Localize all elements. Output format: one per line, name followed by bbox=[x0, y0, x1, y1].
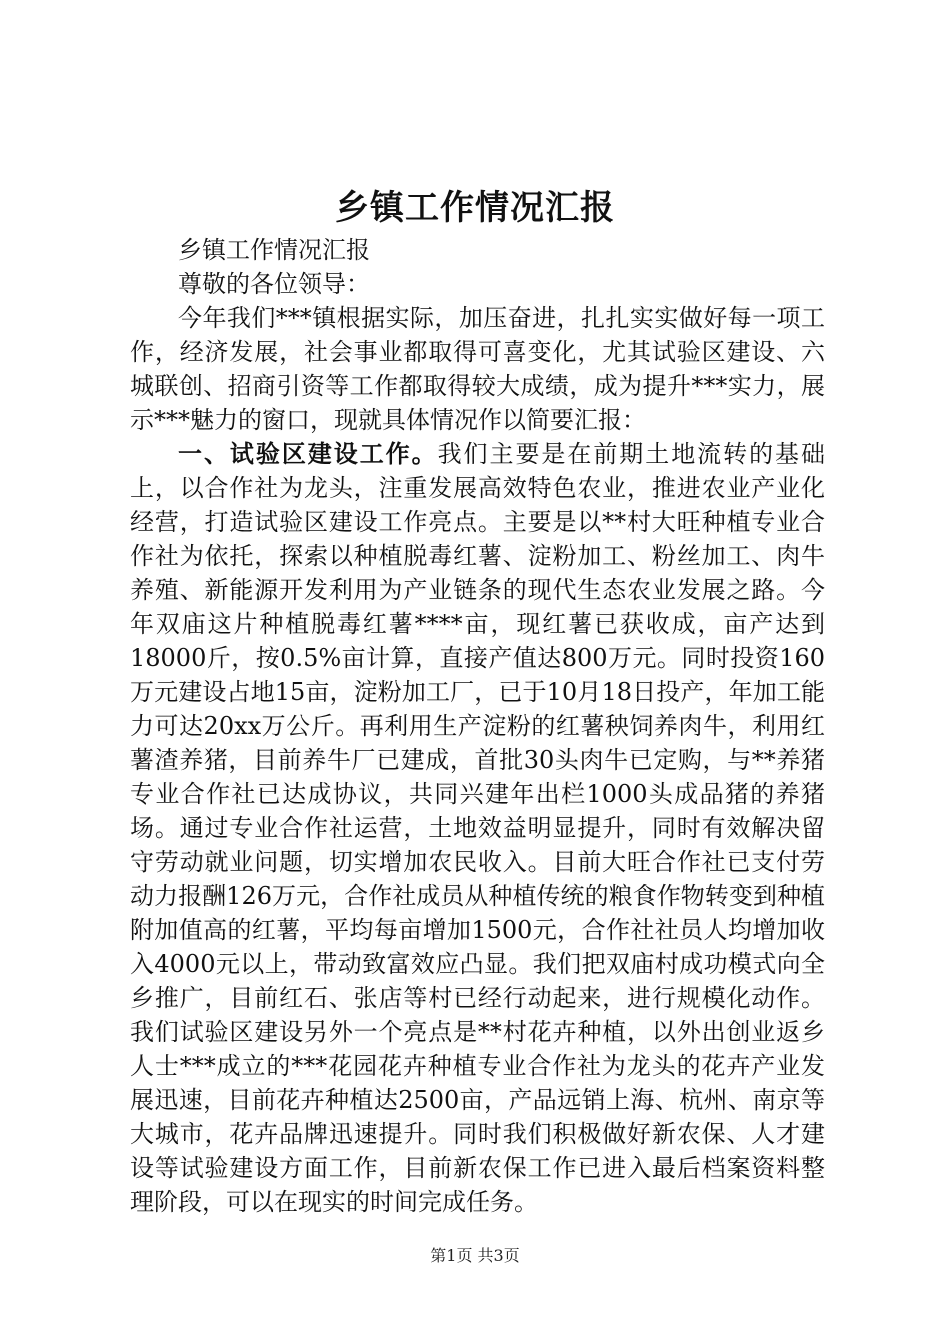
section-1-heading: 一、试验区建设工作。 bbox=[178, 439, 438, 468]
document-title: 乡镇工作情况汇报 bbox=[335, 188, 615, 228]
page-footer: 第1页 共3页 bbox=[430, 1246, 520, 1265]
intro-paragraph: 今年我们***镇根据实际，加压奋进，扎扎实实做好每一项工作，经济发展，社会事业都取得可喜变化，尤其试验区建设、六城联创、招商引资等工作都取得较大成绩，成为提升***实力，展示***魅力的窗口，现就具体情况作以简要汇报： bbox=[130, 304, 825, 434]
section-1-text: 我们主要是在前期土地流转的基础上，以合作社为龙头，注重发展高效特色农业，推进农业产业化经营，打造试验区建设工作亮点。主要是以**村大旺种植专业合作社为依托，探索以种植脱毒红薯、淀粉加工、粉丝加工、肉牛养殖、新能源开发利用为产业链条的现代生态农业发展之路。今年双庙这片种植脱毒红薯****亩，现红薯已获收成，亩产达到18000斤，按0.5%亩计算，直接产值达800万元。同时投资160万元建设占地15亩，淀粉加工厂，已于10月18日投产，年加工能力可达20xx万公斤。再利用生产淀粉的红薯秧饲养肉牛，利用红薯渣养猪，目前养牛厂已建成，首批30头肉牛已定购，与**养猪专业合作社已达成协议，共同兴建年出栏1000头成品猪的养猪场。通过专业合作社运营，土地效益明显提升，同时有效解决留守劳动就业问题，切实增加农民收入。目前大旺合作社已支付劳动力报酬126万元，合作社成员从种植传统的粮食作物转变到种植附加值高的红薯，平均每亩增加1500元，合作社社员人均增加收入4000元以上，带动致富效应凸显。我们把双庙村成功模式向全乡推广，目前红石、张店等村已经行动起来，进行规模化动作。我们试验区建设另外一个亮点是**村花卉种植，以外出创业返乡人士***成立的***花园花卉种植专业合作社为龙头的花卉产业发展迅速，目前花卉种植达2500亩，产品远销上海、杭州、南京等大城市，花卉品牌迅速提升。同时我们积极做好新农保、人才建设等试验建设方面工作，目前新农保工作已进入最后档案资料整理阶段，可以在现实的时间完成任务。 bbox=[130, 440, 826, 1216]
salutation: 尊敬的各位领导： bbox=[178, 270, 370, 298]
section-1-paragraph bbox=[130, 437, 825, 1219]
document-body bbox=[130, 233, 825, 1219]
subtitle-line: 乡镇工作情况汇报 bbox=[178, 236, 370, 264]
